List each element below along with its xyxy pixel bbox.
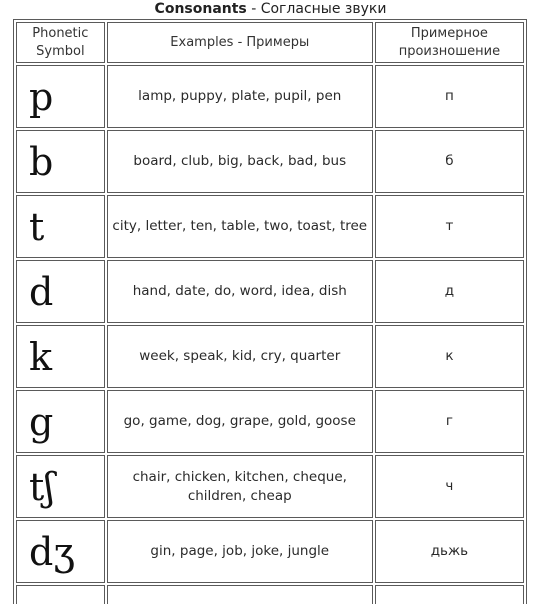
header-examples: Examples - Примеры: [107, 22, 373, 63]
pronunciation-cell: ч: [375, 455, 524, 518]
table-row: [16, 325, 524, 388]
examples-cell: go, game, dog, grape, gold, goose: [107, 390, 373, 453]
phonetic-symbol: tʃ: [16, 455, 105, 518]
phonetic-symbol-empty: [16, 585, 105, 604]
pronunciation-cell: к: [375, 325, 524, 388]
examples-cell-empty: [107, 585, 373, 604]
examples-cell: hand, date, do, word, idea, dish: [107, 260, 373, 323]
caption-title: Consonants: [154, 1, 247, 17]
phonetic-symbol: k: [16, 325, 105, 388]
table-row: [16, 130, 524, 193]
header-phonetic-symbol: Phonetic Symbol: [16, 22, 105, 63]
table-row: [16, 65, 524, 128]
phonetic-symbol: g: [16, 390, 105, 453]
phonetic-symbol: p: [16, 65, 105, 128]
examples-cell: gin, page, job, joke, jungle: [107, 520, 373, 583]
examples-cell: lamp, puppy, plate, pupil, pen: [107, 65, 373, 128]
table-row: [16, 390, 524, 453]
table-row: [16, 195, 524, 258]
pronunciation-cell: д: [375, 260, 524, 323]
phonetic-symbol: t: [16, 195, 105, 258]
table-row-partial: [16, 585, 524, 604]
pronunciation-cell: г: [375, 390, 524, 453]
consonants-table: [13, 19, 527, 604]
table-caption: [0, 0, 541, 19]
header-pronunciation: Примерное произношение: [375, 22, 524, 63]
pronunciation-cell: дьжь: [375, 520, 524, 583]
phonetic-symbol: dʒ: [16, 520, 105, 583]
examples-cell: city, letter, ten, table, two, toast, tree: [107, 195, 373, 258]
phonetic-symbol: b: [16, 130, 105, 193]
header-row: [16, 22, 524, 63]
table-row: [16, 455, 524, 518]
caption-subtitle: - Согласные звуки: [246, 1, 387, 17]
examples-cell: week, speak, kid, cry, quarter: [107, 325, 373, 388]
phonetic-symbol: d: [16, 260, 105, 323]
pronunciation-cell: т: [375, 195, 524, 258]
table-row: [16, 260, 524, 323]
table-row: [16, 520, 524, 583]
examples-cell: board, club, big, back, bad, bus: [107, 130, 373, 193]
examples-cell: chair, chicken, kitchen, cheque, children, cheap: [107, 455, 373, 518]
pronunciation-cell: п: [375, 65, 524, 128]
pronunciation-cell-empty: [375, 585, 524, 604]
pronunciation-cell: б: [375, 130, 524, 193]
